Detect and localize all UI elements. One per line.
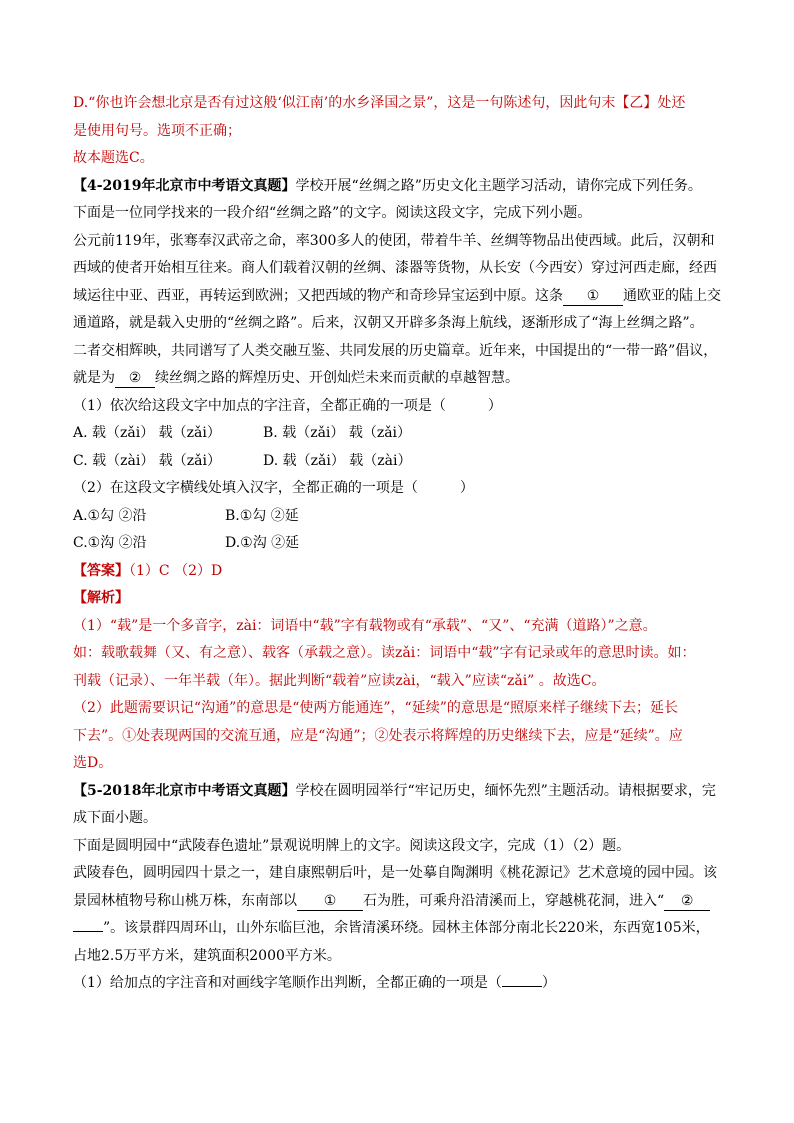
option-a: A. 载（zǎi） 载（zǎi） xyxy=(73,425,221,441)
options-row xyxy=(73,448,733,476)
options-row xyxy=(73,503,733,531)
sub-question-1 xyxy=(73,393,733,421)
sub-question-text: （1）给加点的字注音和对画线字笔顺作出判断，全都正确的一项是（ xyxy=(73,975,502,991)
passage-line xyxy=(73,915,733,943)
fill-blank-2: ② xyxy=(664,892,710,911)
question-5-title: 学校在圆明园举行“牢记历史，缅怀先烈”主题活动。请根据要求，完 xyxy=(295,782,716,799)
answer-label: 【答案】 xyxy=(73,562,129,579)
sub-question-text: （2）在这段文字横线处填入汉字，全都正确的一项是（ xyxy=(73,480,418,496)
option-d: D.①沟 ②延 xyxy=(225,535,300,551)
sub-question-2 xyxy=(73,475,733,503)
fill-blank-2: ② xyxy=(115,369,155,388)
passage-text: 景园林植物号称山桃万株，东南部以 xyxy=(73,892,297,909)
fill-blank-1: ① xyxy=(563,287,623,306)
analysis-line: 下去”。①处表现两国的交流互通，应是“沟通”；②处表示将辉煌的历史继续下去，应是“延续”。应 xyxy=(73,727,683,744)
option-d-explanation-line-2: 是使用句号。选项不正确； xyxy=(73,122,241,139)
question-5-intro: 下面是圆明园中“武陵春色遗址”景观说明牌上的文字。阅读这段文字，完成（1）（2）题。 xyxy=(73,837,631,854)
option-d-explanation-line-1: D.“你也许会想北京是否有过这般‘似江南’的水乡泽国之景”，这是一句陈述句，因此句末【乙】处还 xyxy=(73,95,686,111)
fill-blank-1: ① xyxy=(297,892,363,911)
sub-question-paren: ） xyxy=(541,975,556,991)
analysis-line: 如：载歌载舞（又、有之意）、载客（承载之意）。读zǎi：词语中“载”字有记录或年的意思时读。如： xyxy=(73,645,696,661)
analysis-label: 【解析】 xyxy=(73,590,129,606)
option-a: A.①勾 ②沿 xyxy=(73,507,147,524)
passage-text: 续丝绸之路的辉煌历史、开创灿烂未来而贡献的卓越智慧。 xyxy=(155,370,519,386)
question-5-header xyxy=(73,778,733,806)
document-body xyxy=(73,90,733,998)
passage-text: 通欧亚的陆上交 xyxy=(623,287,721,304)
question-5-source: 【5-2018年北京市中考语文真题】 xyxy=(73,782,296,799)
option-d: D. 载（zǎi） 载（zài） xyxy=(263,452,412,469)
sub-question-paren: ） xyxy=(459,480,474,496)
conclusion: 故本题选C。 xyxy=(73,150,154,166)
answer-line xyxy=(73,558,733,586)
fill-blank-2-cont xyxy=(73,931,103,932)
passage-line: 西域的使者开始相互往来。商人们载着汉朝的丝绸、漆器等货物，从长安（今西安）穿过河西走廊，经西 xyxy=(73,260,717,276)
option-b: B. 载（zǎi） 载（zǎi） xyxy=(263,425,412,441)
passage-line xyxy=(73,283,733,311)
passage-line: 武陵春色，圆明园四十景之一，建自康熙朝后叶，是一处摹自陶渊明《桃花源记》艺术意境的园中园。该 xyxy=(73,865,717,881)
question-5-header-cont: 成下面小题。 xyxy=(73,810,157,826)
analysis-line: 刊载（记录）、一年半载（年）。据此判断“载着”应读zài，“载入”应读“zǎi” 。故选C。 xyxy=(73,672,606,689)
question-4-title: 学校开展“丝绸之路”历史文化主题学习活动，请你完成下列任务。 xyxy=(295,177,702,194)
passage-line: 通道路，就是载入史册的“丝绸之路”。后来，汉朝又开辟多条海上航线，逐渐形成了“海上丝绸之路”。 xyxy=(73,315,704,331)
question-4-source: 【4-2019年北京市中考语文真题】 xyxy=(73,177,296,194)
sub-question-text: （1）依次给这段文字中加点的字注音，全都正确的一项是（ xyxy=(73,397,446,414)
option-c: C.①沟 ②沿 xyxy=(73,535,147,551)
passage-line: 占地2.5万平方米，建筑面积2000平方米。 xyxy=(73,947,341,964)
analysis-line: （1）“载”是一个多音字，zài：词语中“载”字有载物或有“承载”、“又”、“充满（道路）”之意。 xyxy=(73,617,657,634)
answer-blank xyxy=(502,986,542,987)
analysis-line: （2）此题需要识记“沟通”的意思是“使两方能通连”，“延续”的意思是“照原来样子继续下去；延长 xyxy=(73,700,679,716)
sub-question-paren: ） xyxy=(487,397,502,414)
option-b: B.①勾 ②延 xyxy=(225,507,299,524)
passage-line xyxy=(73,365,733,393)
question-4-intro: 下面是一位同学找来的一段介绍“丝绸之路”的文字。阅读这段文字，完成下列小题。 xyxy=(73,205,592,221)
passage-text: 就是为 xyxy=(73,370,115,386)
passage-line xyxy=(73,888,733,916)
answer-value: （1）C （2）D xyxy=(129,562,223,579)
passage-text: ”。该景群四周环山，山外东临巨池，余皆清溪环绕。园林主体部分南北长220米，东西宽105米， xyxy=(103,920,710,936)
sub-question-1 xyxy=(73,970,733,998)
passage-text: 石为胜，可乘舟沿清溪而上，穿越桃花洞，进入“ xyxy=(363,892,665,909)
passage-line: 公元前119年，张骞奉汉武帝之命，率300多人的使团，带着牛羊、丝绸等物品出使西域。此后，汉朝和 xyxy=(73,232,715,249)
options-row xyxy=(73,530,733,558)
passage-line: 二者交相辉映，共同谱写了人类交融互鉴、共同发展的历史篇章。近年来，中国提出的“一带一路”倡议， xyxy=(73,342,718,359)
analysis-line: 选D。 xyxy=(73,755,113,771)
options-row xyxy=(73,420,733,448)
question-4-header xyxy=(73,173,733,201)
option-c: C. 载（zài） 载（zǎi） xyxy=(73,452,221,469)
passage-text: 域运往中亚、西亚，再转运到欧洲；又把西域的物产和奇珍异宝运到中原。这条 xyxy=(73,287,563,304)
